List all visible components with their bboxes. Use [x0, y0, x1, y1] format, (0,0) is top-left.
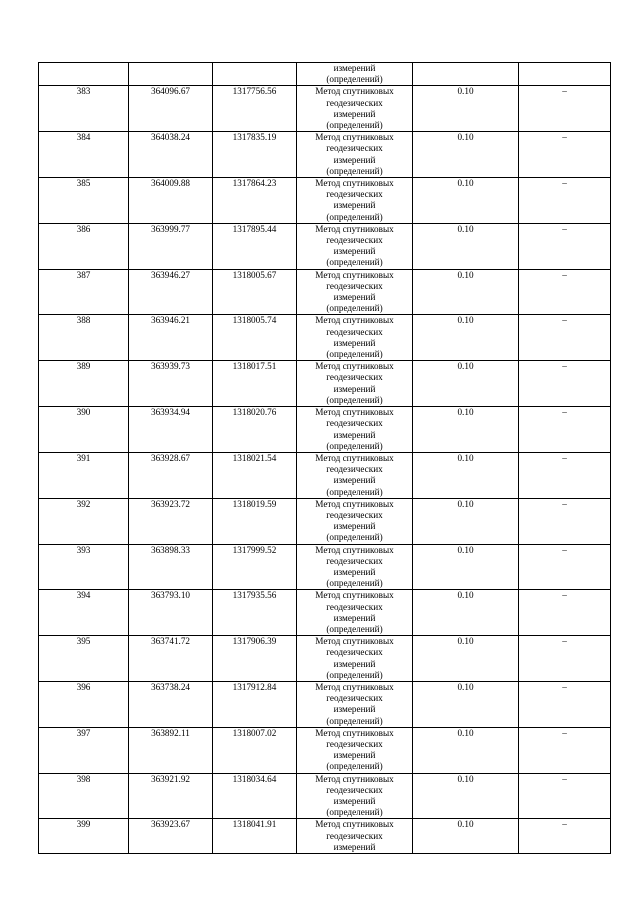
- cell-x: 363923.72: [129, 498, 213, 544]
- table-row: [39, 727, 611, 773]
- cell-accuracy: 0.10: [413, 361, 519, 407]
- table-row: [39, 636, 611, 682]
- cell-point-number: 385: [39, 178, 129, 224]
- method-line: Метод спутниковых: [315, 223, 394, 234]
- cell-accuracy: 0.10: [413, 590, 519, 636]
- method-line: (определений): [326, 120, 383, 131]
- cell-accuracy: 0.10: [413, 132, 519, 178]
- method-line: геодезических: [326, 372, 383, 383]
- method-line: (определений): [326, 578, 383, 589]
- method-line: Метод спутниковых: [315, 178, 394, 189]
- table-body: [39, 63, 611, 854]
- cell-note: –: [519, 361, 611, 407]
- method-line: измерений: [333, 658, 376, 669]
- cell-point-number: 397: [39, 727, 129, 773]
- method-line: измерений: [333, 841, 376, 852]
- cell-point-number: 393: [39, 544, 129, 590]
- method-line: измерений: [333, 429, 376, 440]
- cell-point-number: 394: [39, 590, 129, 636]
- method-line: Метод спутниковых: [315, 269, 394, 280]
- table-row: [39, 269, 611, 315]
- method-line: (определений): [326, 211, 383, 222]
- cell-x: 363898.33: [129, 544, 213, 590]
- method-line: (определений): [326, 532, 383, 543]
- method-line: геодезических: [326, 235, 383, 246]
- table-row: [39, 132, 611, 178]
- cell-point-number: [39, 63, 129, 86]
- method-line: геодезических: [326, 784, 383, 795]
- method-line: Метод спутниковых: [315, 819, 394, 830]
- cell-note: –: [519, 452, 611, 498]
- cell-point-number: 399: [39, 819, 129, 854]
- cell-note: –: [519, 681, 611, 727]
- continued-row: [39, 63, 611, 86]
- method-line: Метод спутниковых: [315, 773, 394, 784]
- method-line: измерений: [333, 612, 376, 623]
- cell-method: [297, 498, 413, 544]
- method-line: геодезических: [326, 143, 383, 154]
- cell-method: [297, 86, 413, 132]
- method-line: геодезических: [326, 189, 383, 200]
- method-line: измерений: [333, 796, 376, 806]
- cell-note: –: [519, 223, 611, 269]
- cell-y: 1318007.02: [213, 727, 297, 773]
- method-line: измерений: [333, 383, 376, 394]
- method-line: измерений: [333, 566, 376, 577]
- cell-x: 363934.94: [129, 407, 213, 453]
- cell-note: [519, 63, 611, 86]
- cell-point-number: 386: [39, 223, 129, 269]
- cell-method: [297, 636, 413, 682]
- cell-y: 1317756.56: [213, 86, 297, 132]
- cell-method: [297, 773, 413, 819]
- cell-accuracy: 0.10: [413, 86, 519, 132]
- cell-y: 1317906.39: [213, 636, 297, 682]
- method-line: измерений: [333, 246, 376, 257]
- method-line: Метод спутниковых: [315, 636, 394, 647]
- cell-x: 363892.11: [129, 727, 213, 773]
- cell-y: 1318021.54: [213, 452, 297, 498]
- cell-point-number: 384: [39, 132, 129, 178]
- table-row: [39, 773, 611, 819]
- cell-method: [297, 819, 413, 854]
- cell-accuracy: 0.10: [413, 315, 519, 361]
- cell-accuracy: 0.10: [413, 544, 519, 590]
- cell-accuracy: [413, 63, 519, 86]
- method-line: (определений): [326, 807, 383, 818]
- cell-method: [297, 315, 413, 361]
- cell-y: 1318019.59: [213, 498, 297, 544]
- method-line: геодезических: [326, 555, 383, 566]
- method-line: (определений): [326, 669, 383, 680]
- method-line: геодезических: [326, 326, 383, 337]
- cell-accuracy: 0.10: [413, 636, 519, 682]
- table-row: [39, 178, 611, 224]
- cell-y: 1318041.91: [213, 819, 297, 854]
- cell-method: [297, 223, 413, 269]
- method-line: (определений): [326, 74, 383, 85]
- method-line: геодезических: [326, 601, 383, 612]
- cell-y: 1317835.19: [213, 132, 297, 178]
- cell-y: [213, 63, 297, 86]
- method-line: измерений: [333, 154, 376, 165]
- cell-y: 1318020.76: [213, 407, 297, 453]
- table-row: [39, 819, 611, 854]
- cell-method: [297, 361, 413, 407]
- table-row: [39, 361, 611, 407]
- method-line: измерений: [333, 750, 376, 761]
- table-row: [39, 681, 611, 727]
- method-line: (определений): [326, 303, 383, 314]
- cell-y: 1317935.56: [213, 590, 297, 636]
- cell-note: –: [519, 86, 611, 132]
- table-row: [39, 223, 611, 269]
- method-line: геодезических: [326, 418, 383, 429]
- cell-y: 1318034.64: [213, 773, 297, 819]
- cell-point-number: 389: [39, 361, 129, 407]
- method-line: Метод спутниковых: [315, 407, 394, 418]
- cell-x: 364038.24: [129, 132, 213, 178]
- method-line: геодезических: [326, 97, 383, 108]
- cell-x: [129, 63, 213, 86]
- cell-y: 1318017.51: [213, 361, 297, 407]
- cell-accuracy: 0.10: [413, 452, 519, 498]
- method-line: Метод спутниковых: [315, 498, 394, 509]
- method-line: Метод спутниковых: [315, 132, 394, 143]
- table-row: [39, 315, 611, 361]
- method-line: геодезических: [326, 830, 383, 841]
- cell-point-number: 388: [39, 315, 129, 361]
- method-line: геодезических: [326, 738, 383, 749]
- cell-point-number: 387: [39, 269, 129, 315]
- cell-accuracy: 0.10: [413, 407, 519, 453]
- method-line: геодезических: [326, 464, 383, 475]
- cell-method: [297, 132, 413, 178]
- method-line: измерений: [333, 292, 376, 303]
- method-line: измерений: [333, 108, 376, 119]
- method-line: Метод спутниковых: [315, 361, 394, 372]
- method-line: (определений): [326, 761, 383, 772]
- method-line: измерений: [333, 704, 376, 715]
- cell-method: [297, 178, 413, 224]
- cell-accuracy: 0.10: [413, 223, 519, 269]
- cell-note: –: [519, 773, 611, 819]
- table-row: [39, 452, 611, 498]
- table-row: [39, 407, 611, 453]
- method-line: Метод спутниковых: [315, 590, 394, 601]
- cell-accuracy: 0.10: [413, 681, 519, 727]
- method-line: Метод спутниковых: [315, 315, 394, 326]
- table-row: [39, 544, 611, 590]
- cell-point-number: 383: [39, 86, 129, 132]
- cell-accuracy: 0.10: [413, 178, 519, 224]
- method-line: измерений: [333, 63, 376, 73]
- method-line: измерений: [333, 475, 376, 486]
- method-line: Метод спутниковых: [315, 544, 394, 555]
- cell-x: 363741.72: [129, 636, 213, 682]
- cell-y: 1318005.67: [213, 269, 297, 315]
- cell-x: 363999.77: [129, 223, 213, 269]
- cell-x: 363946.21: [129, 315, 213, 361]
- cell-y: 1317999.52: [213, 544, 297, 590]
- cell-point-number: 390: [39, 407, 129, 453]
- method-line: измерений: [333, 200, 376, 211]
- cell-x: 363946.27: [129, 269, 213, 315]
- table-row: [39, 590, 611, 636]
- cell-x: 363738.24: [129, 681, 213, 727]
- coordinates-table: [38, 62, 611, 854]
- method-line: Метод спутниковых: [315, 452, 394, 463]
- method-line: (определений): [326, 715, 383, 726]
- cell-method: [297, 452, 413, 498]
- cell-note: –: [519, 819, 611, 854]
- cell-note: –: [519, 132, 611, 178]
- cell-point-number: 391: [39, 452, 129, 498]
- cell-method: [297, 63, 413, 86]
- cell-note: –: [519, 498, 611, 544]
- cell-method: [297, 544, 413, 590]
- cell-y: 1317895.44: [213, 223, 297, 269]
- cell-x: 363923.67: [129, 819, 213, 854]
- cell-note: –: [519, 544, 611, 590]
- method-line: измерений: [333, 521, 376, 532]
- cell-note: –: [519, 636, 611, 682]
- cell-accuracy: 0.10: [413, 498, 519, 544]
- table-row: [39, 498, 611, 544]
- cell-accuracy: 0.10: [413, 819, 519, 854]
- method-line: геодезических: [326, 647, 383, 658]
- cell-point-number: 395: [39, 636, 129, 682]
- cell-x: 364096.67: [129, 86, 213, 132]
- method-line: геодезических: [326, 509, 383, 520]
- method-line: Метод спутниковых: [315, 681, 394, 692]
- cell-method: [297, 727, 413, 773]
- method-line: (определений): [326, 486, 383, 497]
- method-line: измерений: [333, 337, 376, 348]
- cell-y: 1318005.74: [213, 315, 297, 361]
- cell-method: [297, 681, 413, 727]
- method-line: (определений): [326, 440, 383, 451]
- method-line: (определений): [326, 165, 383, 176]
- method-line: геодезических: [326, 693, 383, 704]
- cell-note: –: [519, 178, 611, 224]
- cell-x: 363928.67: [129, 452, 213, 498]
- cell-method: [297, 407, 413, 453]
- method-line: геодезических: [326, 280, 383, 291]
- cell-x: 364009.88: [129, 178, 213, 224]
- method-line: (определений): [326, 623, 383, 634]
- method-line: (определений): [326, 349, 383, 360]
- method-line: (определений): [326, 257, 383, 268]
- method-line: Метод спутниковых: [315, 86, 394, 97]
- cell-note: –: [519, 269, 611, 315]
- cell-x: 363921.92: [129, 773, 213, 819]
- cell-point-number: 396: [39, 681, 129, 727]
- cell-accuracy: 0.10: [413, 727, 519, 773]
- cell-note: –: [519, 315, 611, 361]
- cell-accuracy: 0.10: [413, 773, 519, 819]
- table-row: [39, 86, 611, 132]
- cell-note: –: [519, 407, 611, 453]
- method-line: Метод спутниковых: [315, 727, 394, 738]
- cell-method: [297, 269, 413, 315]
- cell-y: 1317912.84: [213, 681, 297, 727]
- cell-note: –: [519, 590, 611, 636]
- method-line: (определений): [326, 394, 383, 405]
- cell-point-number: 392: [39, 498, 129, 544]
- cell-note: –: [519, 727, 611, 773]
- cell-accuracy: 0.10: [413, 269, 519, 315]
- cell-method: [297, 590, 413, 636]
- cell-x: 363939.73: [129, 361, 213, 407]
- cell-x: 363793.10: [129, 590, 213, 636]
- cell-point-number: 398: [39, 773, 129, 819]
- cell-y: 1317864.23: [213, 178, 297, 224]
